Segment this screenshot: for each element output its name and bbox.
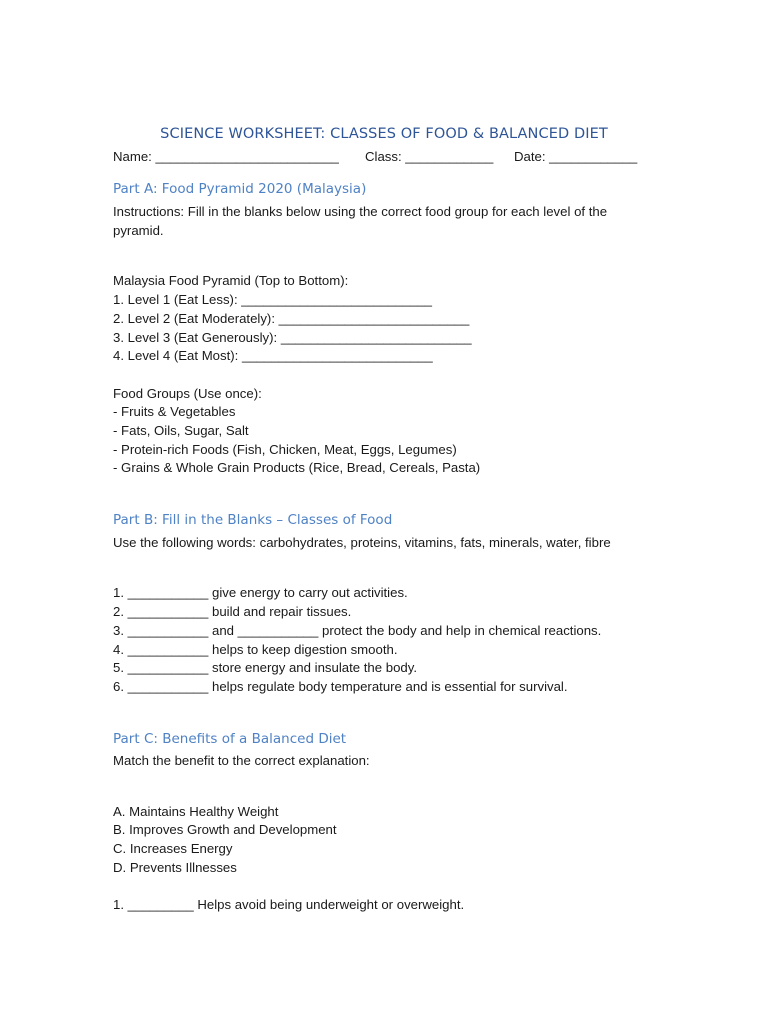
food-group-item: - Fats, Oils, Sugar, Salt xyxy=(113,423,249,438)
part-a-instructions-line1: Instructions: Fill in the blanks below using the correct food group for each level of the xyxy=(113,204,608,219)
benefit-option: D. Prevents Illnesses xyxy=(113,860,237,875)
food-groups-title: Food Groups (Use once): xyxy=(113,386,262,401)
pyramid-level-1: 1. Level 1 (Eat Less): __________________________ xyxy=(113,292,432,307)
date-field: Date: ____________ xyxy=(514,149,638,164)
pyramid-level-3: 3. Level 3 (Eat Generously): __________________________ xyxy=(113,330,472,345)
food-group-item: - Grains & Whole Grain Products (Rice, Bread, Cereals, Pasta) xyxy=(113,460,481,475)
fill-blank-item: 4. ___________ helps to keep digestion smooth. xyxy=(113,642,398,657)
benefit-option: B. Improves Growth and Development xyxy=(113,822,337,837)
fill-blank-item: 3. ___________ and ___________ protect the body and help in chemical reactions. xyxy=(113,623,602,638)
fill-blank-item: 5. ___________ store energy and insulate the body. xyxy=(113,660,418,675)
pyramid-level-2: 2. Level 2 (Eat Moderately): __________________________ xyxy=(113,311,470,326)
part-a-instructions-line2: pyramid. xyxy=(113,223,164,238)
fill-blank-item: 2. ___________ build and repair tissues. xyxy=(113,604,352,619)
fill-blank-item: 6. ___________ helps regulate body temperature and is essential for survival. xyxy=(113,679,568,694)
part-b-instructions: Use the following words: carbohydrates, proteins, vitamins, fats, minerals, water, fibre xyxy=(113,535,611,550)
benefit-option: A. Maintains Healthy Weight xyxy=(113,804,279,819)
part-b-heading: Part B: Fill in the Blanks – Classes of Food xyxy=(113,512,393,528)
pyramid-level-4: 4. Level 4 (Eat Most): __________________________ xyxy=(113,348,433,363)
fill-blank-item: 1. ___________ give energy to carry out activities. xyxy=(113,585,408,600)
worksheet-title: SCIENCE WORKSHEET: CLASSES OF FOOD & BALANCED DIET xyxy=(160,126,608,142)
part-c-instructions: Match the benefit to the correct explanation: xyxy=(113,753,370,768)
part-a-heading: Part A: Food Pyramid 2020 (Malaysia) xyxy=(113,181,367,197)
name-field: Name: _________________________ xyxy=(113,149,339,164)
food-group-item: - Protein-rich Foods (Fish, Chicken, Meat, Eggs, Legumes) xyxy=(113,442,457,457)
benefit-option: C. Increases Energy xyxy=(113,841,233,856)
food-group-item: - Fruits & Vegetables xyxy=(113,404,236,419)
class-field: Class: ____________ xyxy=(365,149,494,164)
part-c-heading: Part C: Benefits of a Balanced Diet xyxy=(113,731,347,747)
match-item: 1. _________ Helps avoid being underweight or overweight. xyxy=(113,897,465,912)
pyramid-title: Malaysia Food Pyramid (Top to Bottom): xyxy=(113,273,349,288)
